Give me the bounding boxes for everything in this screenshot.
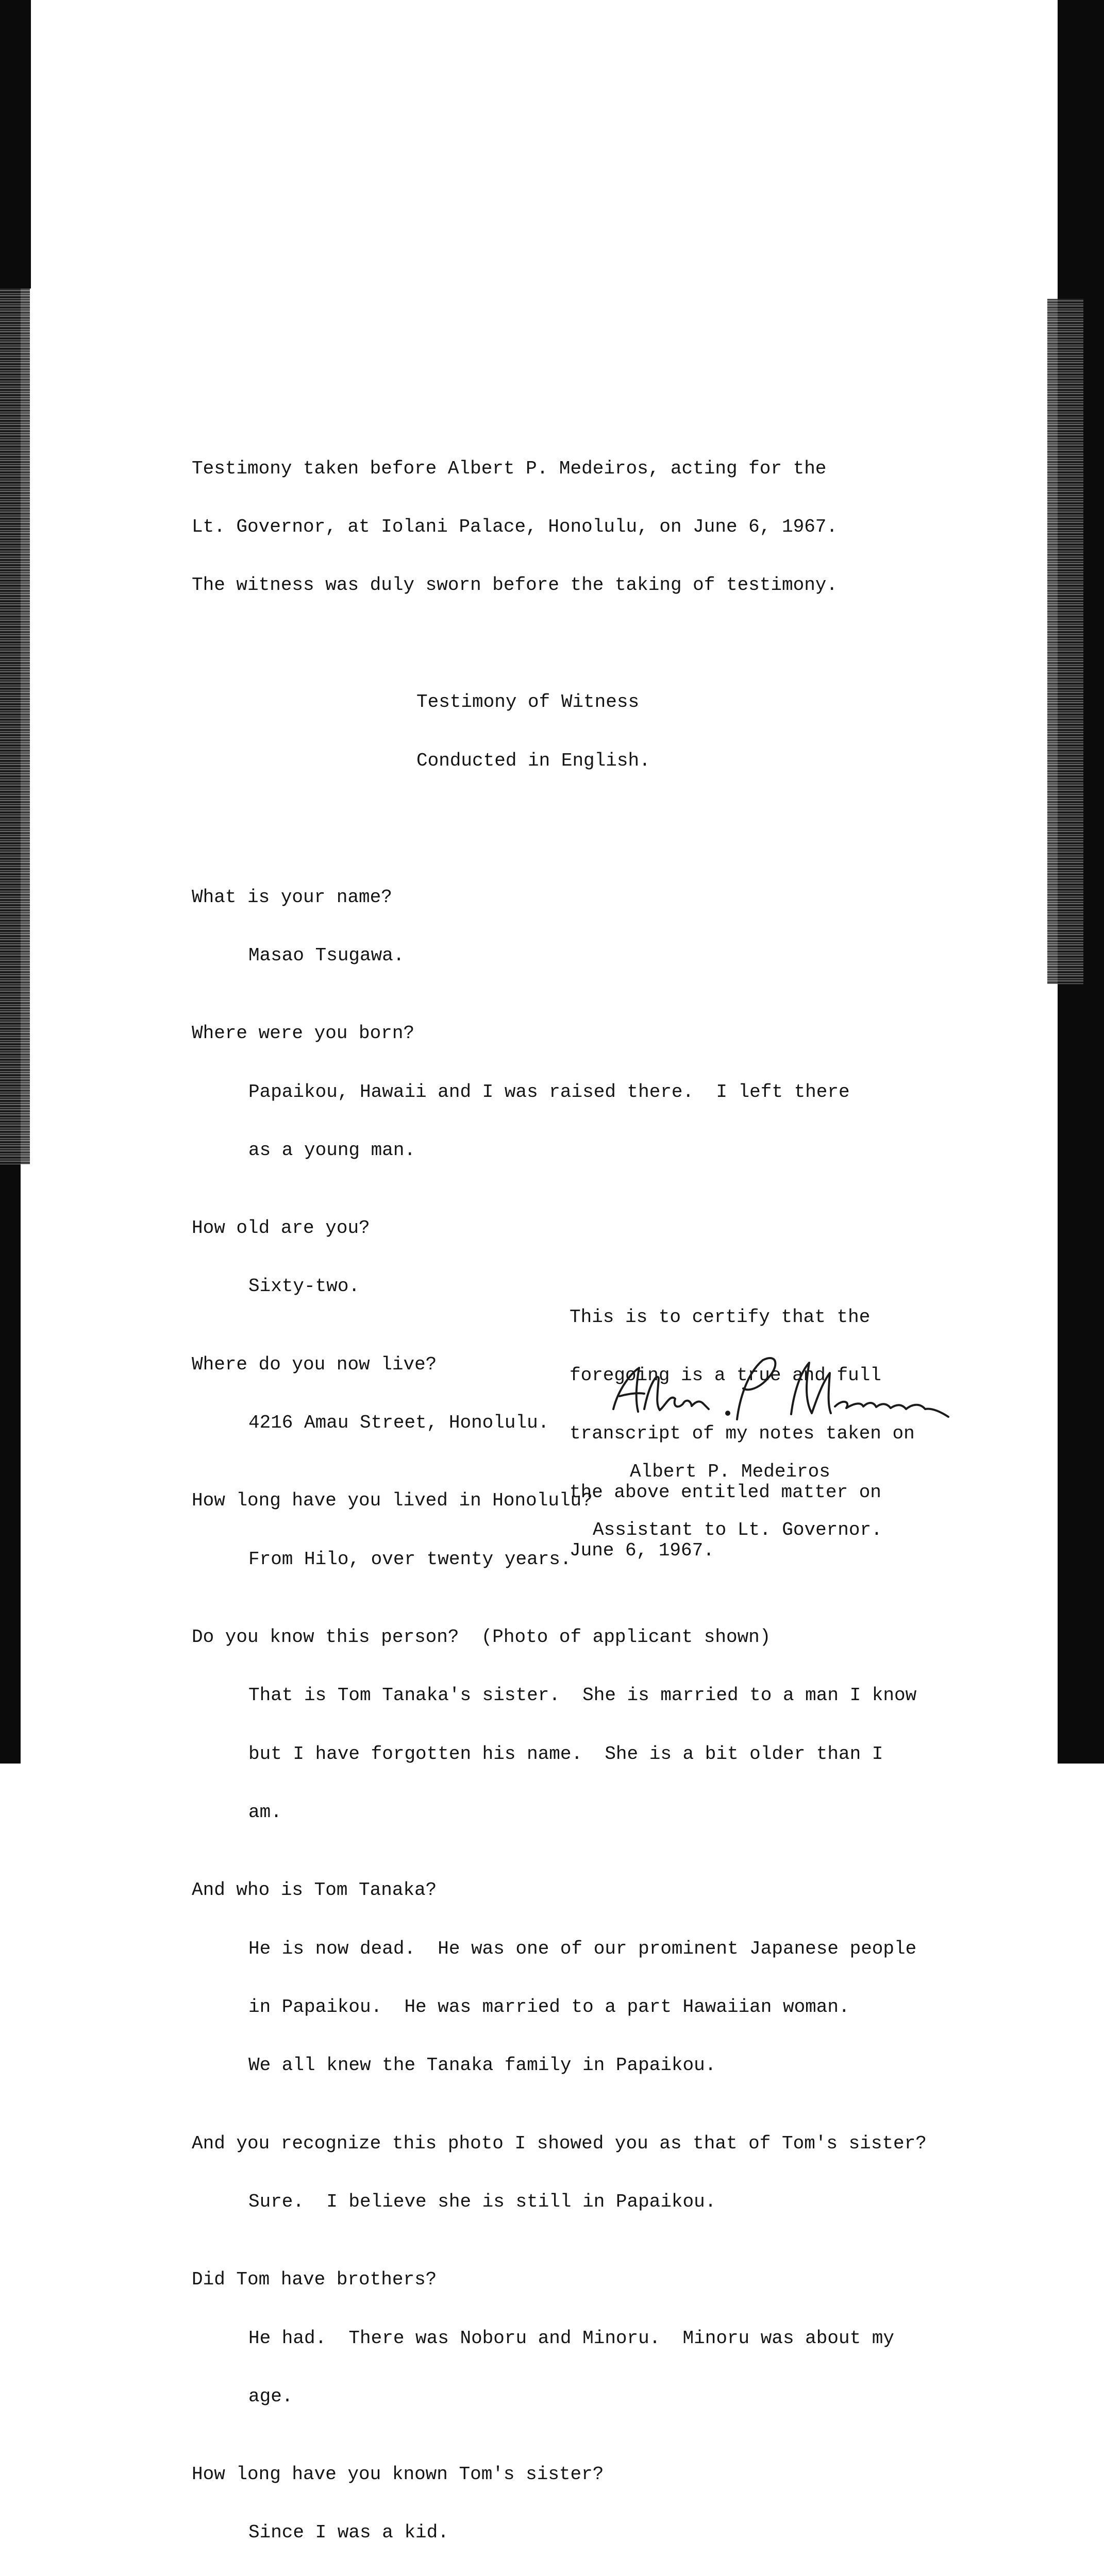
question: Did Tom have brothers? [192,2269,437,2291]
subheading: Testimony of Witness [416,691,640,713]
handwritten-signature [608,1352,959,1425]
signer-title: Assistant to Lt. Governor. [593,1519,882,1540]
question: Where do you now live? [192,1353,437,1375]
answer: 4216 Amau Street, Honolulu. [248,1412,549,1434]
signature-stroke [835,1402,948,1417]
signature-stroke [620,1393,644,1396]
answer: That is Tom Tanaka's sister. She is married to a man I know [248,1685,917,1706]
question: How long have you lived in Honolulu? [192,1490,593,1512]
scan-noise-right [1047,299,1083,984]
signer-block [593,1423,882,1560]
signature-stroke [644,1377,709,1411]
header-line: Lt. Governor, at Iolani Palace, Honolulu, on June 6, 1967. [192,516,838,537]
question: And you recognize this photo I showed you as that of Tom's sister? [192,2132,927,2154]
signer-name: Albert P. Medeiros [630,1461,830,1482]
answer: but I have forgotten his name. She is a bit older than I [248,1743,883,1765]
answer: Masao Tsugawa. [248,944,405,966]
answer: We all knew the Tanaka family in Papaikou. [248,2055,716,2076]
certification-line: transcript of my notes taken on [570,1423,915,1445]
answer: Sixty-two. [248,1276,360,1297]
question: What is your name? [192,886,392,908]
question: Where were you born? [192,1023,415,1044]
header-line: Testimony taken before Albert P. Medeiros, acting for the [192,457,827,479]
certification-line: This is to certify that the [570,1306,871,1328]
signature-stroke [613,1368,639,1412]
scan-noise-left [0,289,30,1164]
answer: in Papaikou. He was married to a part Hawaiian woman. [248,1996,850,2018]
question: How old are you? [192,1217,370,1239]
answer: From Hilo, over twenty years. [248,1548,572,1570]
answer: Since I was a kid. [248,2522,449,2544]
answer: He had. There was Noboru and Minoru. Minoru was about my [248,2327,895,2349]
certification-line: the above entitled matter on [570,1481,881,1503]
scan-edge-left-upper [21,0,31,289]
certification-line: June 6, 1967. [570,1540,714,1562]
answer: am. [248,1801,282,1823]
question: Do you know this person? (Photo of applicant shown) [192,1626,771,1648]
answer: Sure. I believe she is still in Papaikou. [248,2191,716,2212]
question: How long have you known Tom's sister? [192,2464,604,2485]
header-line: The witness was duly sworn before the taking of testimony. [192,574,838,596]
answer: age. [248,2385,293,2407]
answer: as a young man. [248,1139,416,1161]
certification-line: foregoing is a true and full [570,1364,881,1386]
signature-stroke [791,1363,831,1414]
signature-stroke [737,1358,775,1419]
signature-stroke [726,1412,729,1415]
subheading: Conducted in English. [416,750,650,771]
question: And who is Tom Tanaka? [192,1879,437,1901]
answer: He is now dead. He was one of our prominent Japanese people [248,1938,917,1959]
answer: Papaikou, Hawaii and I was raised there. I left there [248,1081,850,1103]
